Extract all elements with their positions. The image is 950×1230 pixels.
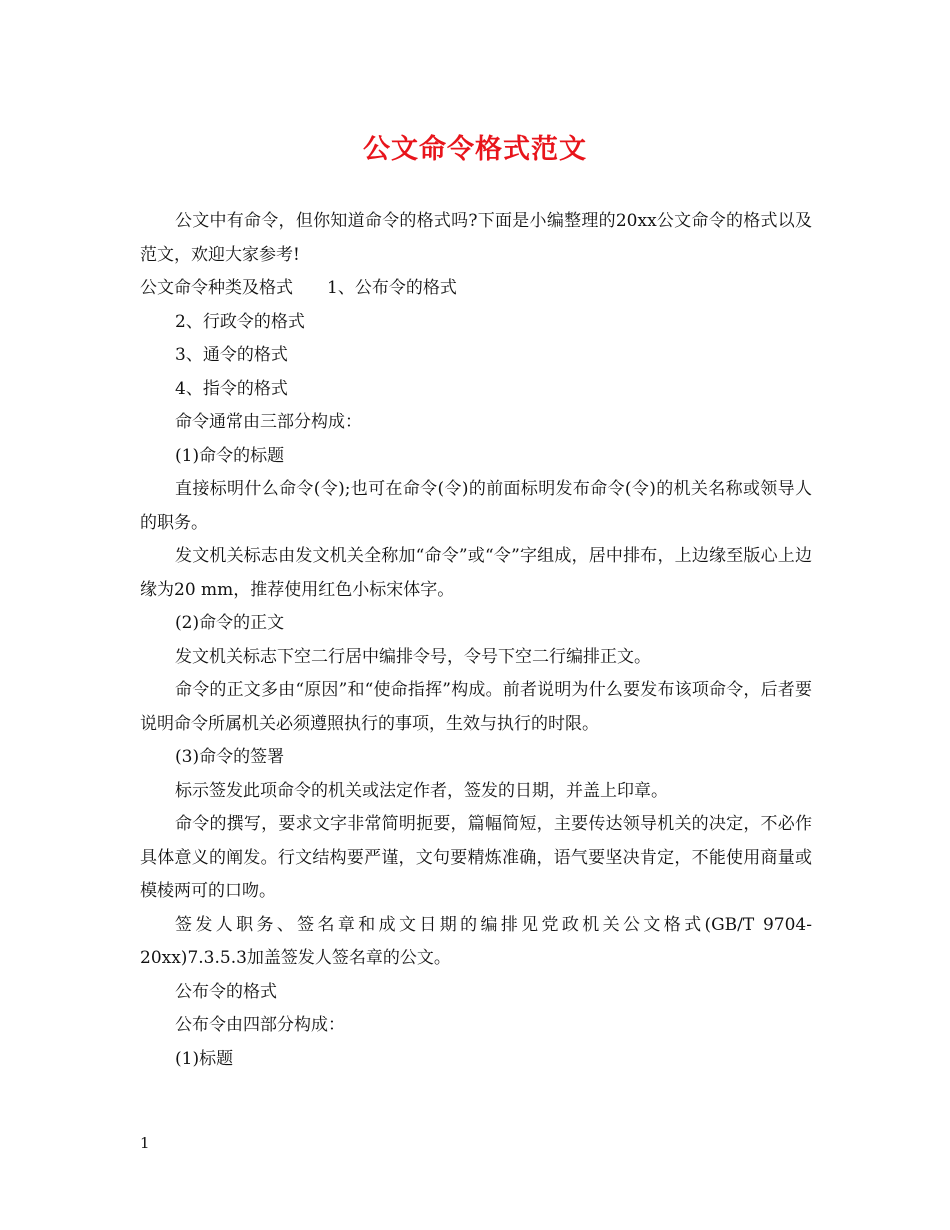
subheading: (3)命令的签署 bbox=[175, 747, 285, 767]
subheading: 公布令的格式 bbox=[175, 981, 277, 1002]
paragraph: 发文机关标志由发文机关全称加“命令”或“令”字组成，居中排布，上边缘至版心上边缘为20 mm，推荐使用红色小标宋体字。 bbox=[140, 546, 812, 600]
list-item: 2、行政令的格式 bbox=[175, 311, 305, 332]
page-number: 1 bbox=[140, 1134, 150, 1152]
paragraph: 直接标明什么命令(令);也可在命令(令)的前面标明发布命令(令)的机关名称或领导人的职务。 bbox=[140, 479, 812, 533]
section-heading-types: 公文命令种类及格式 1、公布令的格式 bbox=[140, 278, 457, 298]
paragraph: 命令的撰写，要求文字非常简明扼要，篇幅简短，主要传达领导机关的决定，不必作具体意义的阐发。行文结构要严谨，文句要精炼准确，语气要坚决肯定，不能使用商量或模棱两可的口吻。 bbox=[140, 814, 812, 901]
paragraph: 命令通常由三部分构成： bbox=[175, 412, 362, 432]
document-title: 公文命令格式范文 bbox=[363, 134, 587, 165]
intro-paragraph: 公文中有命令，但你知道命令的格式吗?下面是小编整理的20xx公文命令的格式以及范文，欢迎大家参考! bbox=[140, 211, 812, 265]
paragraph: 命令的正文多由“原因”和“使命指挥”构成。前者说明为什么要发布该项命令，后者要说明命令所属机关必须遵照执行的事项，生效与执行的时限。 bbox=[140, 680, 812, 734]
subheading: (1)标题 bbox=[175, 1048, 234, 1069]
subheading: (2)命令的正文 bbox=[175, 613, 285, 633]
list-item: 3、通令的格式 bbox=[175, 345, 288, 365]
subheading: (1)命令的标题 bbox=[175, 445, 285, 466]
paragraph: 签发人职务、签名章和成文日期的编排见党政机关公文格式(GB/T 9704-20xx)7.3.5.3加盖签发人签名章的公文。 bbox=[140, 914, 812, 968]
list-item: 4、指令的格式 bbox=[175, 378, 288, 399]
paragraph: 标示签发此项命令的机关或法定作者，签发的日期，并盖上印章。 bbox=[175, 780, 668, 801]
document-body bbox=[140, 205, 812, 1076]
paragraph: 发文机关标志下空二行居中编排令号，令号下空二行编排正文。 bbox=[175, 646, 651, 667]
paragraph: 公布令由四部分构成： bbox=[175, 1015, 345, 1035]
